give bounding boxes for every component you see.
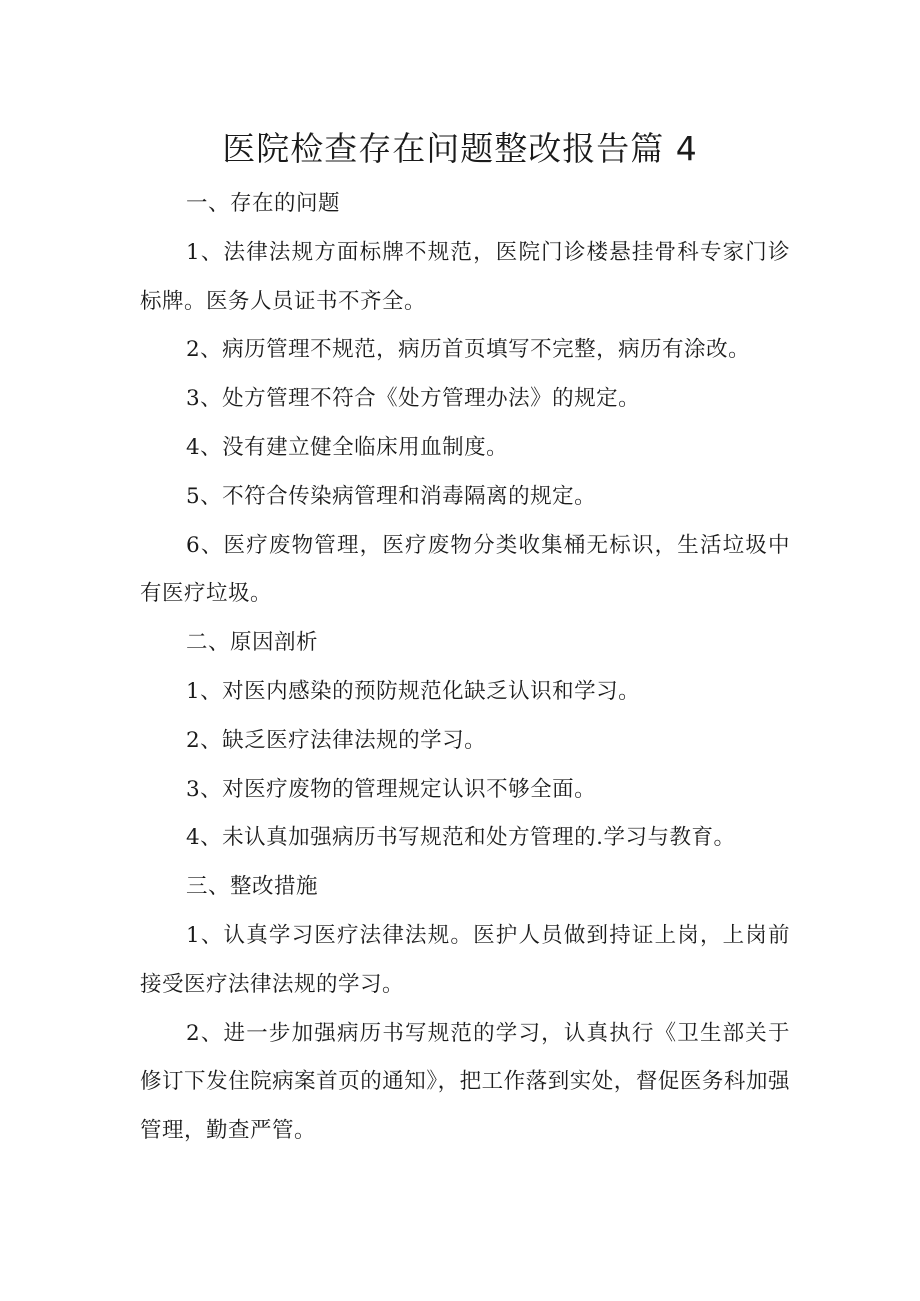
section-heading-measures: 三、整改措施 [186,874,319,900]
problem-item-1: 1、法律法规方面标牌不规范，医院门诊楼悬挂骨科专家门诊标牌。医务人员证书不齐全。 [140,239,790,314]
measure-item-1: 1、认真学习医疗法律法规。医护人员做到持证上岗，上岗前接受医疗法律法规的学习。 [140,922,790,997]
problem-item-2: 2、病历管理不规范，病历首页填写不完整，病历有涂改。 [186,337,751,363]
problem-item-4: 4、没有建立健全临床用血制度。 [186,434,509,460]
document-title: 医院检查存在问题整改报告篇 4 [222,129,698,168]
section-heading-causes: 二、原因剖析 [186,630,319,656]
problem-item-3: 3、处方管理不符合《处方管理办法》的规定。 [186,386,641,412]
problem-item-6: 6、医疗废物管理，医疗废物分类收集桶无标识，生活垃圾中有医疗垃圾。 [140,532,790,607]
document-body [140,180,790,1156]
cause-item-2: 2、缺乏医疗法律法规的学习。 [186,727,487,753]
cause-item-4: 4、未认真加强病历书写规范和处方管理的.学习与教育。 [186,825,736,851]
cause-item-1: 1、对医内感染的预防规范化缺乏认识和学习。 [186,678,641,704]
section-heading-problems: 一、存在的问题 [186,191,341,216]
measure-item-2: 2、进一步加强病历书写规范的学习，认真执行《卫生部关于修订下发住院病案首页的通知》，把工作落到实处，督促医务科加强管理，勤查严管。 [140,1020,790,1144]
problem-item-5: 5、不符合传染病管理和消毒隔离的规定。 [186,483,597,509]
cause-item-3: 3、对医疗废物的管理规定认识不够全面。 [186,776,597,802]
